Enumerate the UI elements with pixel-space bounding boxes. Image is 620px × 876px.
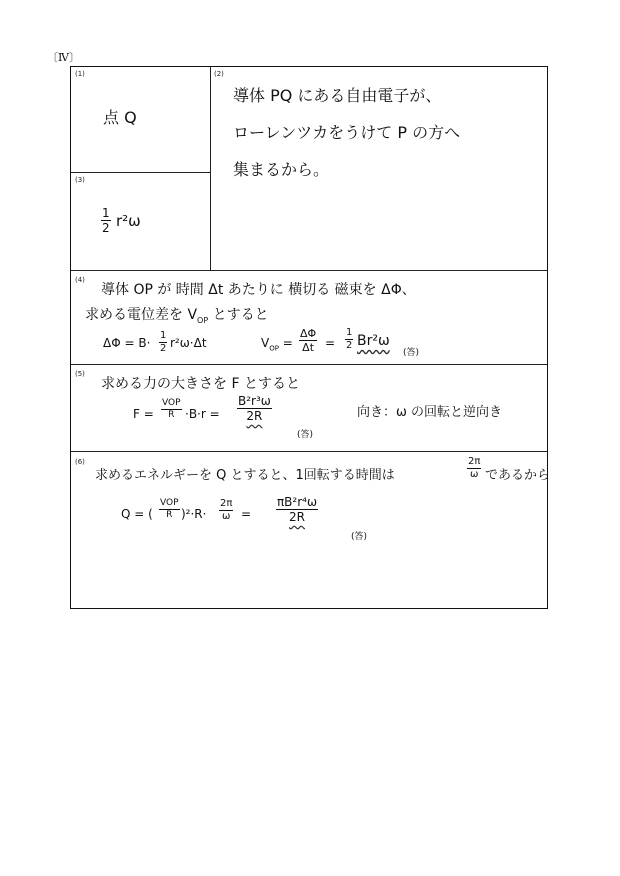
answer-sheet: (1) 点 Q (2) 導体 PQ にある自由電子が、 ローレンツカをうけて P の方へ 集まるから。 (3) $\frac{1}{2}$ r²ω (4) 導体 OP が 時間 Δt あたりに 横切る 磁束を ΔΦ、 求める電位差を $V_{OP}$ とすると ΔΦ = B· $\frac{1}{2}$ r²ω·Δt $V_{OP}$ = $\frac{\Delta\Phi}{\Delta t}$ = $\frac{1}{2}$ Br²ω (答) (5) 求める力の大きさを F とすると F = VOP R ·B·r = $\frac{\text{B²r³ω}}{2R}$ (答) 向き：ω の回転と逆向き (6) 求めるエネルギーを Q とすると、1回転する時間は $\frac{2\pi}{\omega}$ であるから Q = ( VOP R )²·R· $\frac{2\pi}{\omega}$ = $\frac{\text{πB²r⁴ω}}{2R}$ (答) <box>70 66 548 609</box>
question-number: (4) <box>75 276 85 284</box>
fraction: $\frac{2\pi}{\omega}$ <box>220 498 233 522</box>
direction-text: 向き：ω の回転と逆向き <box>357 405 503 420</box>
fraction: $\frac{\Delta\Phi}{\Delta t}$ <box>300 327 317 354</box>
final-answer-fraction: $\frac{\text{πB²r⁴ω}}{2R}$ <box>276 495 318 524</box>
fraction: $\frac{1}{2}$ <box>160 330 167 354</box>
question-number: (2) <box>214 70 224 78</box>
answer-line: 求める電位差を $V_{OP}$ とすると <box>85 307 269 325</box>
equation-left: ΔΦ = B· <box>103 336 151 350</box>
denominator: 2 <box>102 221 110 235</box>
answer-mark: (答) <box>351 532 368 542</box>
divider-q6 <box>71 451 547 452</box>
divider-q5 <box>71 364 547 365</box>
equation-mid: ·B·r = <box>185 407 220 421</box>
equation-mid: )²·R· <box>181 507 207 521</box>
final-answer-fraction: $\frac{\text{B²r³ω}}{2R}$ <box>238 394 271 423</box>
equation-vop: $V_{OP}$ = <box>261 336 293 353</box>
answer-line-end: であるから <box>485 468 551 483</box>
final-answer: Br²ω <box>357 333 390 349</box>
sheet-label: 〔Ⅳ〕 <box>47 51 80 64</box>
divider-q1-q3 <box>71 172 210 173</box>
divider-q4 <box>71 270 547 271</box>
answer-line: 集まるから。 <box>233 160 330 179</box>
fraction <box>101 207 111 234</box>
expression: r²ω <box>116 212 141 230</box>
answer-line: 求めるエネルギーを Q とすると、1回転する時間は <box>95 468 395 483</box>
question-number: (1) <box>75 70 85 78</box>
answer-text: 点 Q <box>103 108 137 127</box>
question-number: (6) <box>75 458 85 466</box>
answer-line: 導体 OP が 時間 Δt あたりに 横切る 磁束を ΔΦ、 <box>101 282 416 298</box>
fraction: $\frac{2\pi}{\omega}$ <box>468 456 481 480</box>
equation-left: Q = ( <box>121 507 153 521</box>
answer-line: 導体 PQ にある自由電子が、 <box>233 86 442 105</box>
fraction: $\frac{1}{2}$ <box>346 327 353 351</box>
equation-left: F = <box>133 407 154 421</box>
numerator: 1 <box>102 206 110 220</box>
divider-vertical <box>210 67 211 270</box>
fraction: VOP R <box>160 498 179 520</box>
answer-mark: (答) <box>403 348 420 358</box>
answer-line: 求める力の大きさを F とすると <box>101 376 300 392</box>
answer-mark: (答) <box>297 430 314 440</box>
fraction: VOP R <box>162 398 181 420</box>
question-number: (3) <box>75 176 85 184</box>
equation-right: r²ω·Δt <box>170 336 207 350</box>
question-number: (5) <box>75 370 85 378</box>
answer-line: ローレンツカをうけて P の方へ <box>233 123 461 142</box>
